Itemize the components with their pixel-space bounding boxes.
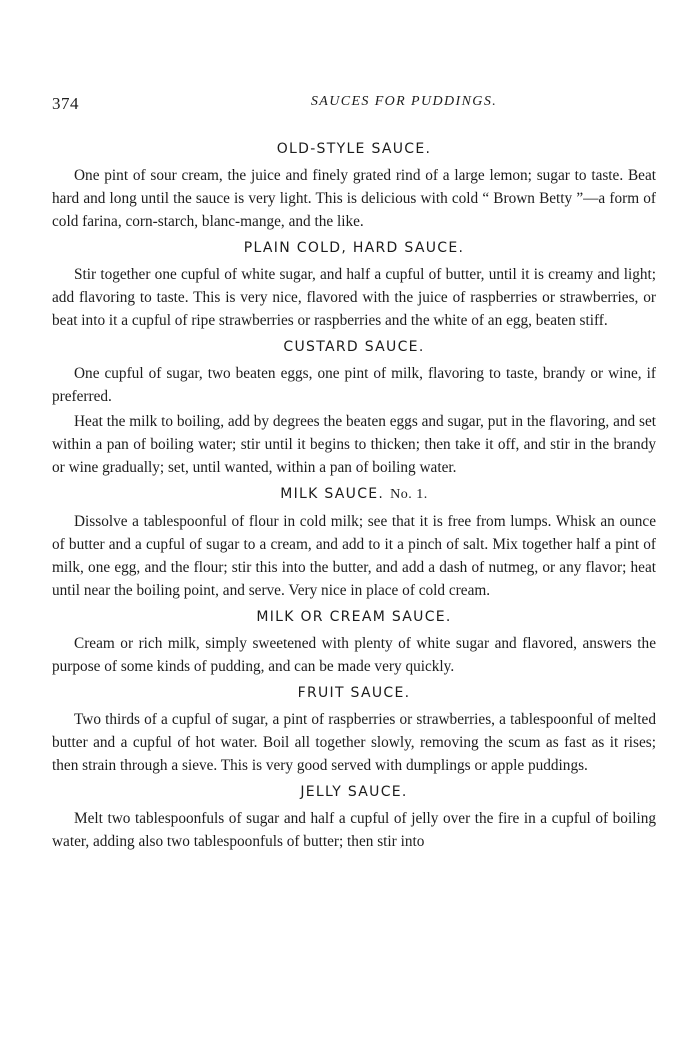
recipe-paragraph: Cream or rich milk, simply sweetened with plenty of white sugar and flavored, answers the purpose of some kinds of pudding, and can be made very quickly. [52,635,656,675]
recipe-custard-sauce [52,338,656,479]
page-number: 374 [52,94,79,113]
recipe-heading [52,485,656,504]
running-title: SAUCES FOR PUDDINGS. [310,94,498,109]
recipe-jelly-sauce [52,783,656,853]
recipe-paragraph: One pint of sour cream, the juice and finely grated rind of a large lemon; sugar to taste. Beat hard and long until the sauce is very light. This is delicious with cold “ Brown Betty ”—a form of cold farina, corn-starch, blanc-mange, and the like. [52,167,656,230]
recipe-milk-or-cream-sauce [52,608,656,678]
recipe-heading [52,684,656,702]
recipe-heading [52,783,656,801]
recipe-heading [52,608,656,626]
recipe-heading-text: PLAIN COLD, HARD SAUCE. [243,240,465,256]
recipe-heading-text: OLD-STYLE SAUCE. [276,141,432,157]
recipe-plain-cold-hard-sauce [52,239,656,332]
recipe-paragraph: Stir together one cupful of white sugar, and half a cupful of butter, until it is creamy and light; add flavoring to taste. This is very nice, flavored with the juice of raspberries or strawberries, or beat into it a cupful of ripe strawberries or raspberries and the white of an egg, beaten stiff. [52,266,656,329]
recipe-heading [52,239,656,257]
running-head [52,94,656,116]
recipe-heading-number: No. 1. [390,487,428,502]
recipe-paragraph: Two thirds of a cupful of sugar, a pint of raspberries or strawberries, a tablespoonful of melted butter and a cupful of hot water. Boil all together slowly, removing the scum as fast as it rises; then strain through a sieve. This is very good served with dumplings or apple puddings. [52,711,656,774]
recipe-heading-text: FRUIT SAUCE. [297,685,411,701]
recipe-paragraph: One cupful of sugar, two beaten eggs, one pint of milk, flavoring to taste, brandy or wine, if preferred. [52,365,656,405]
recipe-heading [52,338,656,356]
recipe-heading-text: CUSTARD SAUCE. [283,339,425,355]
recipe-heading-text: MILK OR CREAM SAUCE. [256,609,452,625]
recipe-heading [52,140,656,158]
recipe-fruit-sauce [52,684,656,777]
recipe-paragraph: Melt two tablespoonfuls of sugar and half a cupful of jelly over the fire in a cupful of boiling water, adding also two tablespoonfuls of butter; then stir into [52,810,656,850]
book-page [52,94,656,853]
recipe-old-style-sauce [52,140,656,233]
recipe-heading-text: MILK SAUCE. [280,486,385,502]
recipe-paragraph: Dissolve a tablespoonful of flour in cold milk; see that it is free from lumps. Whisk an ounce of butter and a cupful of sugar to a cream, and add to it a pinch of salt. Mix together half a pint of milk, one egg, and the flour; stir this into the butter, and add a dash of nutmeg, or any flavor; heat until near the boiling point, and serve. Very nice in place of cold cream. [52,513,656,599]
recipe-paragraph: Heat the milk to boiling, add by degrees the beaten eggs and sugar, put in the flavoring, and set within a pan of boiling water; stir until it begins to thicken; then take it off, and stir in the brandy or wine gradually; set, until wanted, within a pan of boiling water. [52,413,656,476]
recipe-heading-text: JELLY SAUCE. [300,784,408,800]
recipe-milk-sauce [52,485,656,602]
